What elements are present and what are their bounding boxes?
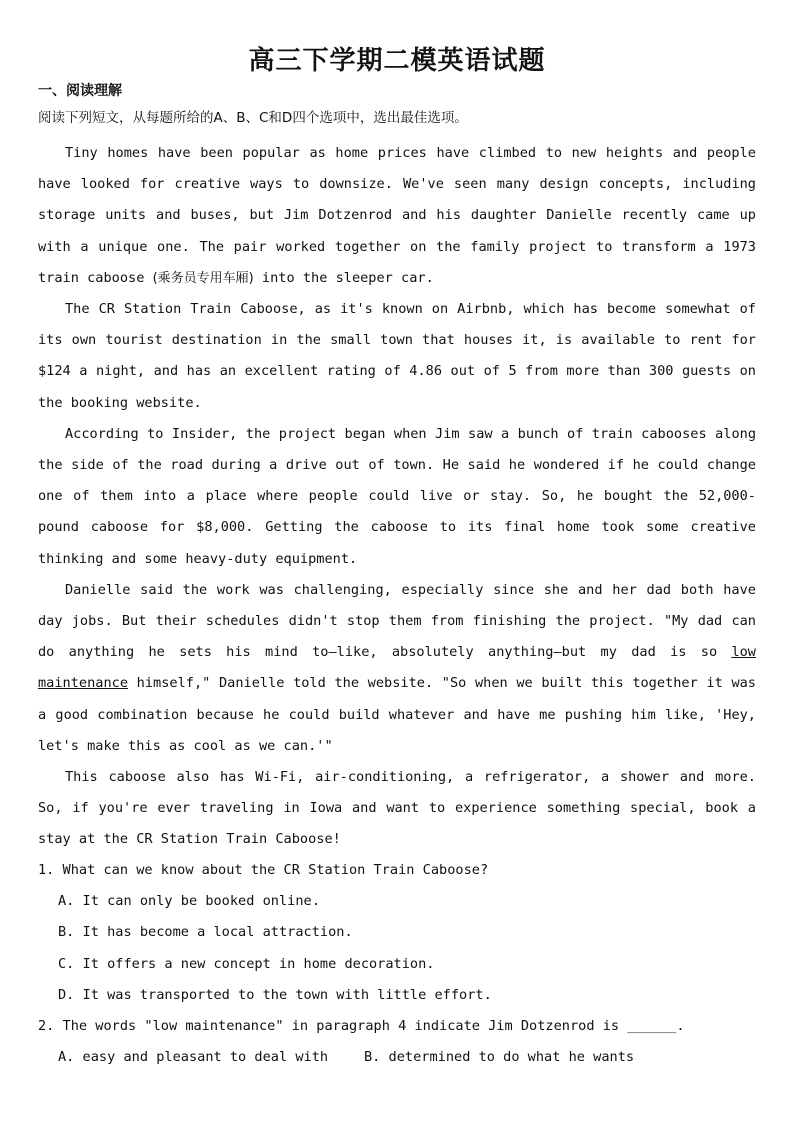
paragraph-1-text: Tiny homes have been popular as home prices have climbed to new heights and people have looked for creative ways to downsize. We've seen many design concepts, including storage units and buses, but Jim Dotzenrod and his daughter Danielle recently came up with a unique one. The pair worked together on the family project to transform a 1973 train caboose xyxy=(38,145,756,286)
underlined-phrase: low maintenance xyxy=(38,644,756,692)
question-2-stem: 2. The words "low maintenance" in paragraph 4 indicate Jim Dotzenrod is ______. xyxy=(38,1018,685,1035)
section-heading: 一、阅读理解 xyxy=(38,83,122,99)
paragraph-1-gloss: (乘务员专用车厢) xyxy=(152,270,254,286)
question-1-option-d: D. It was transported to the town with little effort. xyxy=(58,986,492,1003)
question-2-option-b: B. determined to do what he wants xyxy=(364,1049,635,1066)
question-1-option-a: A. It can only be booked online. xyxy=(58,893,320,910)
question-2-options-row xyxy=(38,1042,756,1073)
question-1-stem: 1. What can we know about the CR Station Train Caboose? xyxy=(38,862,489,878)
passage-paragraph-2: The CR Station Train Caboose, as it's known on Airbnb, which has become somewhat of its own tourist destination in the small town that houses it, is available to rent for $124 a night, and has an excellent rating of 4.86 out of 5 from more than 300 guests on the booking website. xyxy=(38,301,756,411)
question-1-option-b: B. It has become a local attraction. xyxy=(58,924,353,941)
section-instruction: 阅读下列短文，从每题所给的A、B、C和D四个选项中，选出最佳选项。 xyxy=(38,110,468,126)
question-list xyxy=(38,855,756,1073)
passage-paragraph-1 xyxy=(38,138,756,294)
question-2-option-a: A. easy and pleasant to deal with xyxy=(58,1049,329,1066)
page-title: 高三下学期二模英语试题 xyxy=(248,46,546,76)
paragraph-1-text-end: into the sleeper car. xyxy=(253,269,434,286)
paragraph-4-text-end: himself," Danielle told the website. "So when we built this together it was a good combination because he could build whatever and have me pushing him like, 'Hey, let's make this as cool as we can.'" xyxy=(38,675,756,754)
passage-paragraph-3: According to Insider, the project began when Jim saw a bunch of train cabooses along the side of the road during a drive out of town. He said he wondered if he could change one of them into a place where people could live or stay. So, he bought the 52,000-pound caboose for $8,000. Getting the caboose to its final home took some creative thinking and some heavy-duty equipment. xyxy=(38,425,756,567)
reading-passage xyxy=(38,138,756,856)
passage-paragraph-5: This caboose also has Wi-Fi, air-conditioning, a refrigerator, a shower and more. So, if you're ever traveling in Iowa and want to experience something special, book a stay at the CR Station Train Caboose! xyxy=(38,769,756,848)
question-1-option-c: C. It offers a new concept in home decoration. xyxy=(58,955,435,972)
paragraph-4-text: Danielle said the work was challenging, especially since she and her dad both have day jobs. But their schedules didn't stop them from finishing the project. "My dad can do anything he sets his mind to—like, absolutely anything—but my dad is so xyxy=(38,581,756,661)
passage-paragraph-4 xyxy=(38,575,756,762)
